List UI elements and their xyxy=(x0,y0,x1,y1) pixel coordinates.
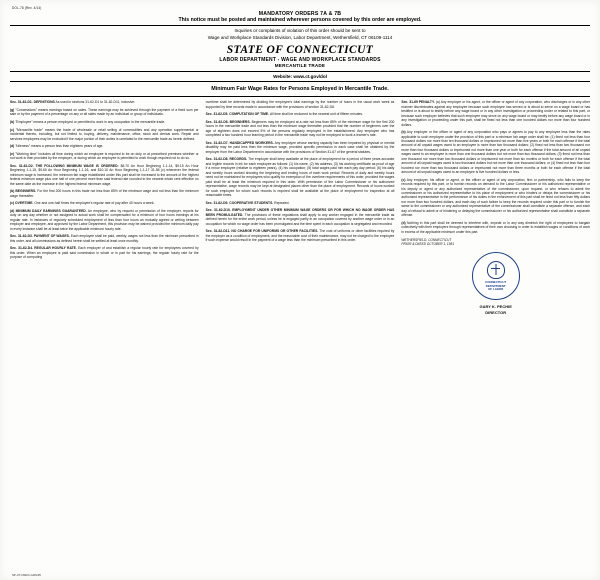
column-2 xyxy=(206,100,395,532)
section-text: The provisions of these regulations shall apply to any worker engaged in the mercantile trade as defined herein for the entire work period, unless he is engaged partly in an occupation covered by another wage order or in an occupation for which no wage order has been promulgated and the time spent in each occupation is segregated and recorded. xyxy=(205,212,395,226)
section-paragraph xyxy=(206,208,395,226)
seal-graphic xyxy=(472,252,520,300)
section-text: Beginners may be employed at a rate not less than 85% of the minimum wage for the first 200 hours in the mercantile trade and not less than the minimum wage thereafter provided that the number of beginners over the age of eighteen does not exceed 5% of the persons regularly employed in the establishment. Any employee who has completed a two hundred hour learning period in the mercantile trade may not be employed to work a learner's rate. xyxy=(205,120,395,138)
section-paragraph xyxy=(206,229,395,242)
section-text: "Employee" means a person employed or permitted to work in any occupation in the mercantile trade. xyxy=(14,120,166,124)
state-seal xyxy=(401,252,590,300)
section-label: Sec. 31-62-D10. EMPLOYMENT UNDER OTHER MINIMUM WAGE ORDERS OR FOR WHICH NO WAGE ORDER HAS BEEN PROMULGATED. xyxy=(205,208,395,217)
section-text: One and one-half times the employee's regular rate of pay after 40 hours a week. xyxy=(33,201,155,206)
section-paragraph xyxy=(206,112,395,116)
signature-location xyxy=(401,238,590,246)
section-text: Each employer of and establish a regular hourly rate for employees covered by this order. When an employee is paid said commission in whole or in part for his earnings, the regular hourly rate for the purpose of computing xyxy=(10,246,199,260)
section-text: Each employee shall be paid, weekly, wages not less than the minimum prescribed in this order, and all commissions as defined herein shall be settled at least once monthly. xyxy=(10,234,199,243)
section-paragraph xyxy=(10,209,199,231)
director-name: GARY K. PECHIE xyxy=(479,304,512,310)
section-paragraph xyxy=(10,100,199,104)
section-label: (b) xyxy=(401,130,406,135)
seal-line-2: DEPARTMENT xyxy=(485,283,506,288)
section-paragraph xyxy=(206,100,395,109)
mandatory-orders-heading: MANDATORY ORDERS 7A & 7B xyxy=(258,11,342,17)
section-paragraph xyxy=(206,120,395,138)
section-label: Sec. 31-62-D6. BEGINNERS. xyxy=(205,120,251,124)
section-paragraph xyxy=(401,100,590,127)
seal-emblem-icon xyxy=(487,261,505,279)
inquiries-line-2: Wage and Workplace Standards Division, Labor Department, Wethersfield, CT 06109-1114 xyxy=(207,34,393,40)
section-paragraph xyxy=(10,201,199,205)
section-text: All time shall be reckoned to the nearest unit of fifteen minutes. xyxy=(269,112,363,117)
website-line: Website: www.ct.gov/dol xyxy=(10,71,590,82)
section-text: "Mercantile trade" means the trade of wholesale or retail selling of commodities and any operation supplemental or incidental thereto, including, but not limited to, buying, delivery, maintenance, office, stock and clerical work. Repair and services employees may be excluded if the major portion of their duties is unrelated to the mercantile trade as herein defined. xyxy=(10,127,199,141)
section-label: (c) OVERTIME. xyxy=(10,201,34,206)
page-title: STATE OF CONNECTICUT xyxy=(226,44,374,57)
director-title: DIRECTOR xyxy=(485,310,507,316)
section-label: Sec. 31-62-D8. RECORDS. xyxy=(205,157,248,162)
section-text: The employer shall keep available at the place of employment for a period of three years accurate and legible records in ink for each employee as follows: (1) his name, (2) his address, (3) his working certificate as proof of age if a minor employee (relative to eighteen years), (4) his occupation; (5) total wages paid him each pay day period; (6) his daily and weekly hours worked showing the beginning and ending hours of each work period. Records of daily and weekly hours need not be maintained for employees who qualify for exemption of the overtime requirements of this order, provided the wages paid shall be at least the minimum required in this order. With permission of the Labor Commissioner or his authorized representative, wage records may be kept at designated places other than the place of employment. Records of hours worked for such employee for whom such records is required shall be available at the place of employment for inspection at all reasonable times. xyxy=(205,157,395,197)
signature-line: PRIOR & DATED OCTOBER 1, 1951 xyxy=(401,242,455,247)
section-label: (d) xyxy=(401,220,406,225)
section-paragraph xyxy=(206,141,395,154)
section-paragraph xyxy=(10,234,199,243)
section-text: (a) Any employer or his agent, or the officer or agent of any corporation, who discharges or in any other manner discriminates against any employee because such employee has served or is about to serve on a wage board or has testified or is about to testify before any wage board or in any other investigation or proceeding under or related to this part, or because such employer believes that such employee may serve on any wage board or may testify before any wage board or in any investigation or proceeding under this part, shall be fined not less than one hundred dollars nor more than four hundred dollars. xyxy=(401,100,591,127)
section-label: (d) xyxy=(10,144,15,149)
section-paragraph xyxy=(401,221,590,234)
section-label: (b) xyxy=(10,120,15,124)
section-label: Sec. 31-62-D3. PAYMENT OF WAGES. xyxy=(10,234,70,239)
section-label: (d) MINIMUM DAILY EARNINGS GUARANTEED. xyxy=(10,208,87,213)
section-label: (b) BEGINNERS. xyxy=(10,189,37,194)
poster-subtitle: Minimum Fair Wage Rates for Persons Employed in Mercantile Trade. xyxy=(211,86,389,93)
section-text: "Working time" includes all time during which an employee is required to be on duty or at prescribed premises whether or not work is then provided by the employer, or during which an employee is permitted to work though required not to do so. xyxy=(10,151,199,161)
divider xyxy=(10,96,590,97)
section-paragraph xyxy=(401,130,590,174)
section-text: Nothing in this part shall be deemed to interfere with, impede or in any way diminish the right of employees to bargain collectively with their employers through representatives of their own choosing in order to establish wages or conditions of work in excess of the applicable minimum under this part. xyxy=(401,220,591,234)
section-text: $8.70 An Hour Beginning 1-1-14, $9.15 An Hour Beginning 1-1-15, $9.60 An Hour Beginning 1-1-16, and $10.10 An Hour Beginning 1-1-17 31-58 (c) whenever the federal minimum wage is increased, the minimum fair wage established under this part shall be increased to the amount of the highest federal minimum wage plus one half of one percent more than said federal rate rounded to the nearest whole cent effective on the same date as the increase in the highest federal minimum wage. xyxy=(10,163,199,186)
section-paragraph xyxy=(10,152,199,161)
section-label: Sec. 31-62-D5. COMPUTATION OF TIME. xyxy=(205,112,270,117)
section-text: For the first 200 hours in this trade not less than 85% of the minimum wage and not less than the minimum wage thereafter. xyxy=(10,189,199,198)
section-paragraph xyxy=(10,108,199,117)
inquiries-line-1: Inquiries or complaints of violation of this order should be sent to xyxy=(234,28,366,33)
section-label: (c) xyxy=(10,127,15,132)
signature-line: WETHERSFIELD, CONNECTICUT xyxy=(401,238,452,243)
section-label: (c) xyxy=(401,177,406,182)
section-paragraph xyxy=(10,128,199,141)
column-1 xyxy=(10,100,199,532)
department-line: LABOR DEPARTMENT - WAGE AND WORKPLACE STANDARDS xyxy=(219,57,381,64)
section-text: Any employee whose earning capacity has been impaired by physical or mental disability may be paid less than the minimum wage, provided specific permission in each case shall be obtained by the employer from the Labor Department in accordance with the provisions of Section 31-67 of the general statutes. xyxy=(205,140,395,154)
section-text: "Concessions" means earnings based on sales. These earnings may be achieved through the payment of a fixed sum per sale or by the payment of a percentage on any or all sales made by an individual or group of individuals. xyxy=(10,107,199,117)
seal-line-3: OF LABOR xyxy=(488,287,504,292)
columns-container xyxy=(10,100,590,532)
section-paragraph xyxy=(10,120,199,124)
section-text: "Idleness" means a person less than eighteen years of age. xyxy=(14,144,104,149)
section-paragraph xyxy=(10,246,199,259)
seal-line-1: CONNECTICUT xyxy=(485,280,507,284)
section-text: As used in sections 31-62-D1 to 31-62-D11, inclusive: xyxy=(54,100,136,105)
section-text: An employee, who by request or permission of the employer, reports for duty on any day whether or not assigned to actual work shall be compensated for a minimum of four hours earnings at his regular rate. In instances of regularly scheduled employment of less than four hours an mutually agreed or writing between employer and employee, and approved by the Labor Department, this provision may be waived provided the minimum daily pay in every instance shall be at least twice the applicable minimum hourly rate. xyxy=(10,208,199,231)
column-3 xyxy=(401,100,590,532)
section-paragraph xyxy=(10,189,199,198)
section-label: Sec. 31-62-D4. REGULAR HOURLY RATE. xyxy=(10,246,77,251)
footer-code: SP-CT-NSRC-G/06/25 xyxy=(12,573,41,577)
section-text: Repealed. xyxy=(273,200,290,205)
section-paragraph xyxy=(401,178,590,218)
section-label: Sec. 31-69 PENALTY. xyxy=(401,100,435,105)
section-label: Sec. 31-62-D11. NO CHARGE FOR UNIFORMS OR OTHER FACILITIES. xyxy=(205,229,319,234)
section-label: Sec. 31-62-D7. HANDICAPPED WORKERS. xyxy=(205,140,274,145)
section-text: Any employer or the officer or agent of any corporation who pays or agrees to pay to any employee less than the rates applicable to such employee under the provision of this part or a minimum fair wage order shall be: (1) fined not less than four thousand dollars nor more than ten thousand dollars or imprisoned not more than five years or both for each offense if the total amount of all unpaid wages owed to an employee is more than two thousand dollars; (2) fined not less than two thousand nor more than four thousand dollars or imprisoned not more than one year or both for each offense if the total amount of all unpaid wages owed to an employee is more than one thousand dollars but not more than two thousand dollars; (3) fined not less than one thousand nor more than two thousand dollars or imprisoned not more than six months or both for each offense if the total amount of all unpaid wages owed is two thousand dollars but not more than one thousand dollars; or (4) fined not less than four hundred nor more than two thousand dollars or imprisoned not more than three months or both for each offense if the total amount of all unpaid wages owed to an employee is five hundred dollars or less. xyxy=(401,130,591,175)
section-text: overtime shall be determined by dividing the employee's total earnings by the number of hours in the usual work week as supported by time records made in accordance with the provisions of section 31-62-D8. xyxy=(205,100,395,109)
section-label: (e) xyxy=(10,151,15,156)
section-text: The cost of uniforms or other facilities required by the employer as a condition of employment, and the reasonable cost of their maintenance, may not be charged to the employee if such expense would result in the payment of a wage less than the minimum prescribed in this order. xyxy=(205,229,395,242)
section-paragraph xyxy=(10,144,199,148)
section-paragraph xyxy=(10,164,199,186)
section-text: Any employer, his officer or agent, or the officer or agent of any corporation, firm or partnership, who fails to keep the records required by this part, or to furnish records on demand to the Labor Commissioner or his authorized representative or his deputy or agent or any authorized representative of the commissioner, upon request, or who refuses to admit the commissioner or his authorized representative to his place of employment or who hinders or delays the commissioner or his authorized representative in the performance of his duties in the enforcement of this part shall be fined not less than fifty dollars nor more than two hundred dollars, and each day of such failure to keep the records required under this part or to furnish the same to the commissioner or any authorized representative of the commissioner shall constitute a separate offense, and each day of refusal to admit or of hindering or delaying the commissioner or his authorized representative shall constitute a separate offense. xyxy=(401,177,591,218)
section-label: Sec. 31-62-D2. THE FOLLOWING MINIMUM WAGE IS ORDERED: xyxy=(10,163,119,168)
director-block xyxy=(401,304,590,315)
section-label: Sec. 31-62-D1. DEFINITIONS xyxy=(10,100,55,105)
document-code: DOL-78 (Rev. 4/14) xyxy=(12,6,42,10)
posting-requirement-text: This notice must be posted and maintained wherever persons covered by this order are employed. xyxy=(10,17,590,26)
section-label: (g) xyxy=(10,107,15,112)
trade-line: MERCANTILE TRADE xyxy=(274,63,326,69)
section-paragraph xyxy=(206,157,395,197)
section-paragraph xyxy=(206,201,395,205)
section-label: Sec. 31-62-D9. COOPERATIVE STUDENTS. xyxy=(205,200,274,205)
